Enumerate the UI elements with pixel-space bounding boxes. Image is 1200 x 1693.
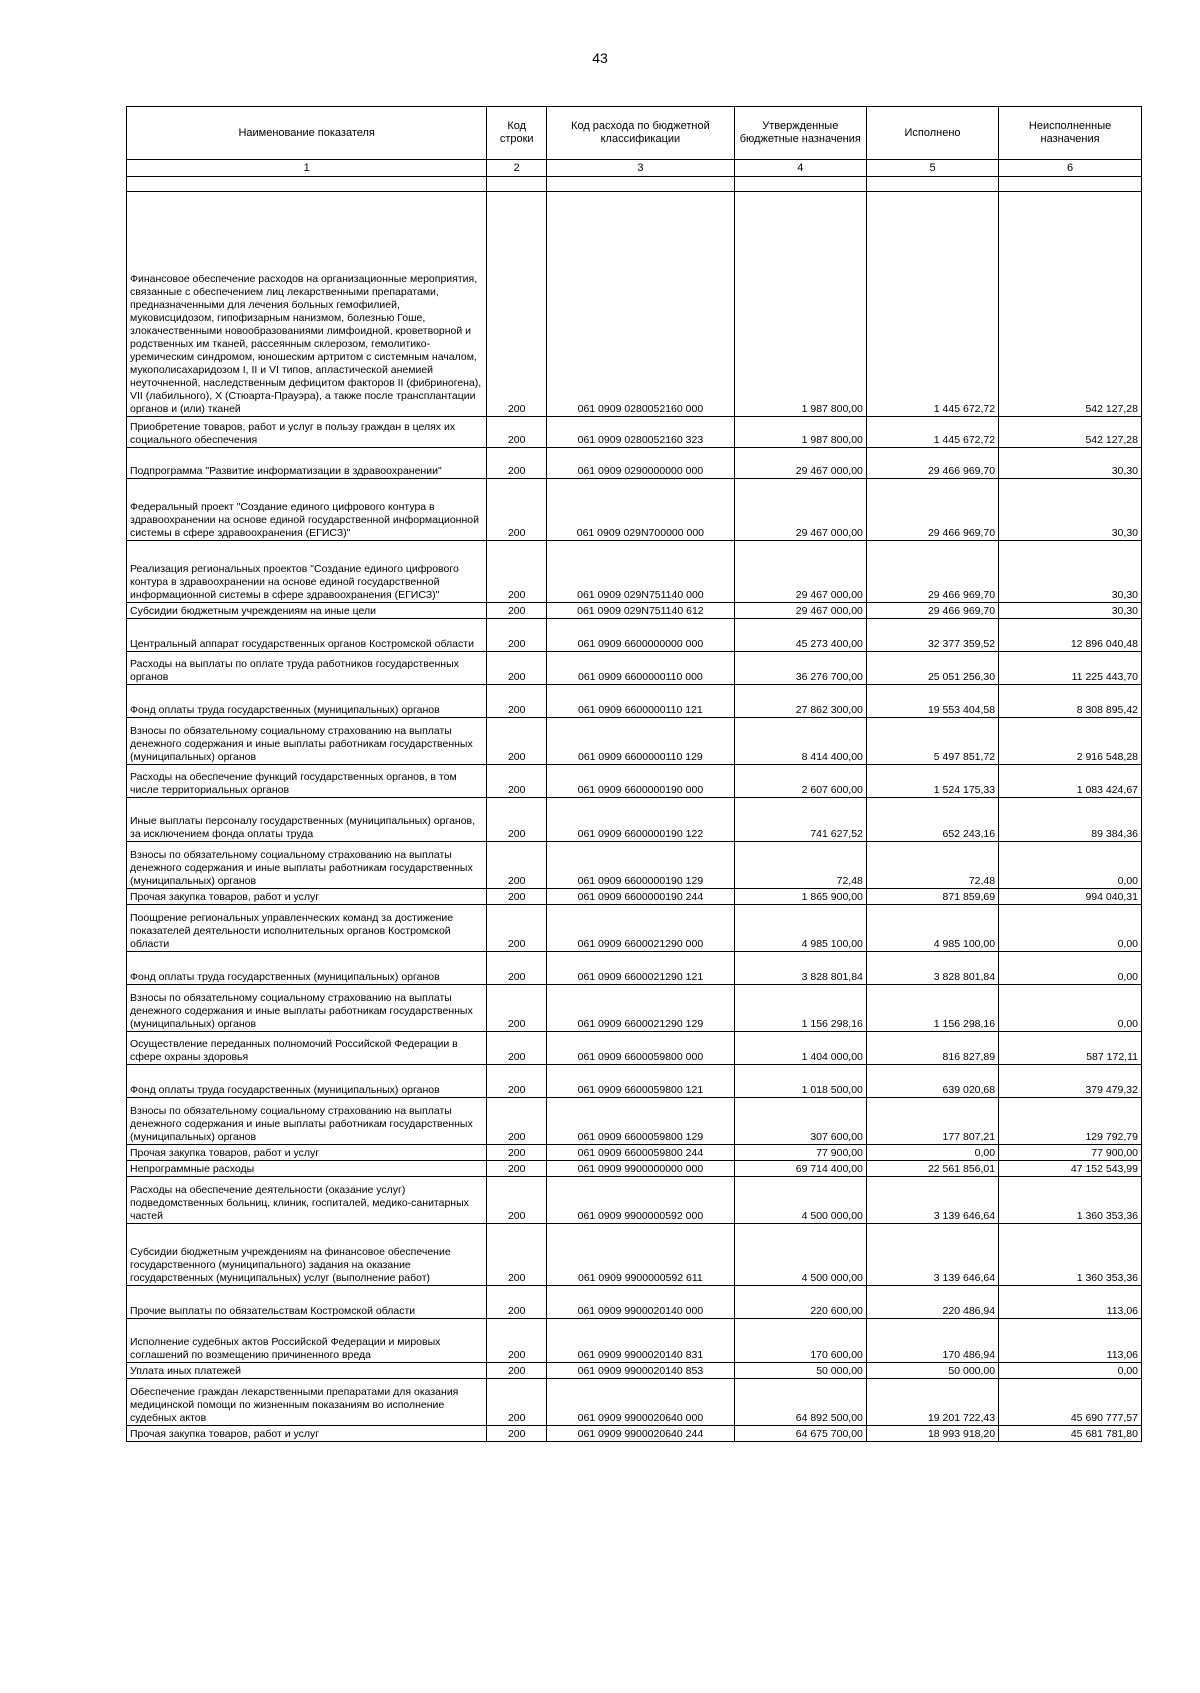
row-code: 200 bbox=[487, 1379, 547, 1426]
row-executed-amount: 29 466 969,70 bbox=[866, 448, 998, 479]
row-executed-amount: 0,00 bbox=[866, 1145, 998, 1161]
row-executed-amount: 1 524 175,33 bbox=[866, 765, 998, 798]
row-executed-amount: 29 466 969,70 bbox=[866, 541, 998, 603]
row-classification-code: 061 0909 6600059800 129 bbox=[547, 1098, 735, 1145]
row-indicator-name: Взносы по обязательному социальному страхованию на выплаты денежного содержания и иные выплаты работникам государственных (муниципальных) органов bbox=[127, 985, 487, 1032]
row-executed-amount: 3 139 646,64 bbox=[866, 1224, 998, 1286]
row-indicator-name: Прочая закупка товаров, работ и услуг bbox=[127, 1426, 487, 1442]
row-unexecuted-amount: 542 127,28 bbox=[999, 192, 1142, 417]
column-number-row bbox=[127, 160, 1142, 177]
row-approved-amount: 4 985 100,00 bbox=[734, 905, 866, 952]
row-approved-amount: 29 467 000,00 bbox=[734, 448, 866, 479]
row-executed-amount: 4 985 100,00 bbox=[866, 905, 998, 952]
row-unexecuted-amount: 2 916 548,28 bbox=[999, 718, 1142, 765]
row-indicator-name: Расходы на обеспечение деятельности (оказание услуг) подведомственных больниц, клиник, госпиталей, медико-санитарных частей bbox=[127, 1177, 487, 1224]
row-classification-code: 061 0909 6600059800 000 bbox=[547, 1032, 735, 1065]
row-executed-amount: 1 445 672,72 bbox=[866, 417, 998, 448]
row-approved-amount: 4 500 000,00 bbox=[734, 1177, 866, 1224]
row-approved-amount: 64 892 500,00 bbox=[734, 1379, 866, 1426]
table-row bbox=[127, 842, 1142, 889]
column-number: 5 bbox=[866, 160, 998, 177]
row-approved-amount: 45 273 400,00 bbox=[734, 619, 866, 652]
table-body bbox=[127, 177, 1142, 1442]
row-approved-amount: 29 467 000,00 bbox=[734, 603, 866, 619]
row-unexecuted-amount: 30,30 bbox=[999, 479, 1142, 541]
row-classification-code: 061 0909 6600021290 129 bbox=[547, 985, 735, 1032]
table-row bbox=[127, 479, 1142, 541]
spacer-row bbox=[127, 177, 1142, 192]
row-classification-code: 061 0909 6600000110 121 bbox=[547, 685, 735, 718]
row-code: 200 bbox=[487, 603, 547, 619]
row-executed-amount: 177 807,21 bbox=[866, 1098, 998, 1145]
table-row bbox=[127, 1098, 1142, 1145]
row-classification-code: 061 0909 9900020140 853 bbox=[547, 1363, 735, 1379]
row-approved-amount: 741 627,52 bbox=[734, 798, 866, 842]
row-approved-amount: 69 714 400,00 bbox=[734, 1161, 866, 1177]
row-executed-amount: 3 139 646,64 bbox=[866, 1177, 998, 1224]
row-indicator-name: Обеспечение граждан лекарственными препаратами для оказания медицинской помощи по жизненным показаниям во исполнение судебных актов bbox=[127, 1379, 487, 1426]
page-number: 43 bbox=[592, 50, 608, 66]
row-classification-code: 061 0909 029N700000 000 bbox=[547, 479, 735, 541]
row-indicator-name: Прочие выплаты по обязательствам Костромской области bbox=[127, 1286, 487, 1319]
row-code: 200 bbox=[487, 1177, 547, 1224]
row-code: 200 bbox=[487, 1426, 547, 1442]
table-row bbox=[127, 718, 1142, 765]
row-indicator-name: Поощрение региональных управленческих команд за достижение показателей деятельности исполнительных органов Костромской области bbox=[127, 905, 487, 952]
row-unexecuted-amount: 1 083 424,67 bbox=[999, 765, 1142, 798]
row-approved-amount: 220 600,00 bbox=[734, 1286, 866, 1319]
row-executed-amount: 22 561 856,01 bbox=[866, 1161, 998, 1177]
row-classification-code: 061 0909 6600000190 122 bbox=[547, 798, 735, 842]
row-code: 200 bbox=[487, 448, 547, 479]
row-executed-amount: 72,48 bbox=[866, 842, 998, 889]
column-number: 4 bbox=[734, 160, 866, 177]
row-unexecuted-amount: 0,00 bbox=[999, 905, 1142, 952]
table-row bbox=[127, 985, 1142, 1032]
row-unexecuted-amount: 587 172,11 bbox=[999, 1032, 1142, 1065]
row-code: 200 bbox=[487, 1161, 547, 1177]
row-executed-amount: 871 859,69 bbox=[866, 889, 998, 905]
row-indicator-name: Фонд оплаты труда государственных (муниципальных) органов bbox=[127, 952, 487, 985]
row-indicator-name: Непрограммные расходы bbox=[127, 1161, 487, 1177]
row-unexecuted-amount: 0,00 bbox=[999, 1363, 1142, 1379]
row-unexecuted-amount: 45 690 777,57 bbox=[999, 1379, 1142, 1426]
row-approved-amount: 1 404 000,00 bbox=[734, 1032, 866, 1065]
row-executed-amount: 1 156 298,16 bbox=[866, 985, 998, 1032]
row-executed-amount: 32 377 359,52 bbox=[866, 619, 998, 652]
row-unexecuted-amount: 379 479,32 bbox=[999, 1065, 1142, 1098]
row-classification-code: 061 0909 0280052160 323 bbox=[547, 417, 735, 448]
row-indicator-name: Федеральный проект "Создание единого цифрового контура в здравоохранении на основе единой государственной информационной системы в сфере здравоохранения (ЕГИСЗ)" bbox=[127, 479, 487, 541]
table-row bbox=[127, 889, 1142, 905]
row-indicator-name: Прочая закупка товаров, работ и услуг bbox=[127, 1145, 487, 1161]
row-unexecuted-amount: 30,30 bbox=[999, 603, 1142, 619]
budget-execution-table bbox=[126, 106, 1142, 1442]
header-row-code: Код строки bbox=[487, 107, 547, 160]
row-code: 200 bbox=[487, 798, 547, 842]
row-code: 200 bbox=[487, 842, 547, 889]
row-executed-amount: 19 553 404,58 bbox=[866, 685, 998, 718]
table-row bbox=[127, 765, 1142, 798]
row-classification-code: 061 0909 9900000000 000 bbox=[547, 1161, 735, 1177]
row-indicator-name: Расходы на выплаты по оплате труда работников государственных органов bbox=[127, 652, 487, 685]
row-approved-amount: 29 467 000,00 bbox=[734, 479, 866, 541]
header-approved: Утвержденные бюджетные назначения bbox=[734, 107, 866, 160]
table-row bbox=[127, 685, 1142, 718]
row-unexecuted-amount: 542 127,28 bbox=[999, 417, 1142, 448]
table-row bbox=[127, 603, 1142, 619]
row-code: 200 bbox=[487, 1319, 547, 1363]
row-classification-code: 061 0909 9900020140 000 bbox=[547, 1286, 735, 1319]
row-code: 200 bbox=[487, 718, 547, 765]
row-unexecuted-amount: 0,00 bbox=[999, 842, 1142, 889]
row-code: 200 bbox=[487, 1145, 547, 1161]
row-unexecuted-amount: 30,30 bbox=[999, 541, 1142, 603]
row-executed-amount: 29 466 969,70 bbox=[866, 479, 998, 541]
row-code: 200 bbox=[487, 889, 547, 905]
row-unexecuted-amount: 30,30 bbox=[999, 448, 1142, 479]
row-indicator-name: Финансовое обеспечение расходов на организационные мероприятия, связанные с обеспечением лиц лекарственными препаратами, предназначенными для лечения больных гемофилией, муковисцидозом, гипофизарным нанизмом, болезнью Гоше, злокачественными новообразованиями лимфоидной, кроветворной и родственных им тканей, рассеянным склерозом, гемолитико-уремическим синдромом, юношеским артритом с системным началом, мукополисахаридозом I, II и VI типов, апластической анемией неуточненной, наследственным дефицитом факторов II (фибриногена), VII (лабильного), X (Стюарта-Прауэра), а также после трансплантации органов и (или) тканей bbox=[127, 192, 487, 417]
row-indicator-name: Осуществление переданных полномочий Российской Федерации в сфере охраны здоровья bbox=[127, 1032, 487, 1065]
table-row bbox=[127, 192, 1142, 417]
row-approved-amount: 3 828 801,84 bbox=[734, 952, 866, 985]
row-code: 200 bbox=[487, 952, 547, 985]
row-code: 200 bbox=[487, 417, 547, 448]
row-classification-code: 061 0909 9900000592 000 bbox=[547, 1177, 735, 1224]
row-approved-amount: 1 987 800,00 bbox=[734, 417, 866, 448]
row-code: 200 bbox=[487, 765, 547, 798]
table-row bbox=[127, 448, 1142, 479]
table-row bbox=[127, 417, 1142, 448]
row-classification-code: 061 0909 0290000000 000 bbox=[547, 448, 735, 479]
row-indicator-name: Фонд оплаты труда государственных (муниципальных) органов bbox=[127, 1065, 487, 1098]
row-executed-amount: 3 828 801,84 bbox=[866, 952, 998, 985]
row-executed-amount: 639 020,68 bbox=[866, 1065, 998, 1098]
row-approved-amount: 50 000,00 bbox=[734, 1363, 866, 1379]
header-executed: Исполнено bbox=[866, 107, 998, 160]
row-approved-amount: 77 900,00 bbox=[734, 1145, 866, 1161]
row-unexecuted-amount: 113,06 bbox=[999, 1286, 1142, 1319]
row-unexecuted-amount: 11 225 443,70 bbox=[999, 652, 1142, 685]
table-row bbox=[127, 1319, 1142, 1363]
row-code: 200 bbox=[487, 619, 547, 652]
row-classification-code: 061 0909 6600000190 000 bbox=[547, 765, 735, 798]
row-indicator-name: Субсидии бюджетным учреждениям на иные цели bbox=[127, 603, 487, 619]
row-classification-code: 061 0909 0280052160 000 bbox=[547, 192, 735, 417]
row-classification-code: 061 0909 6600059800 244 bbox=[547, 1145, 735, 1161]
table-row bbox=[127, 541, 1142, 603]
row-code: 200 bbox=[487, 479, 547, 541]
row-classification-code: 061 0909 6600000000 000 bbox=[547, 619, 735, 652]
row-classification-code: 061 0909 9900000592 611 bbox=[547, 1224, 735, 1286]
row-executed-amount: 18 993 918,20 bbox=[866, 1426, 998, 1442]
row-executed-amount: 170 486,94 bbox=[866, 1319, 998, 1363]
row-indicator-name: Взносы по обязательному социальному страхованию на выплаты денежного содержания и иные выплаты работникам государственных (муниципальных) органов bbox=[127, 718, 487, 765]
row-indicator-name: Расходы на обеспечение функций государственных органов, в том числе территориальных органов bbox=[127, 765, 487, 798]
row-approved-amount: 36 276 700,00 bbox=[734, 652, 866, 685]
column-number: 2 bbox=[487, 160, 547, 177]
row-code: 200 bbox=[487, 1032, 547, 1065]
row-code: 200 bbox=[487, 1363, 547, 1379]
row-classification-code: 061 0909 9900020140 831 bbox=[547, 1319, 735, 1363]
row-executed-amount: 50 000,00 bbox=[866, 1363, 998, 1379]
table-row bbox=[127, 905, 1142, 952]
row-code: 200 bbox=[487, 1286, 547, 1319]
row-indicator-name: Исполнение судебных актов Российской Федерации и мировых соглашений по возмещению причиненного вреда bbox=[127, 1319, 487, 1363]
row-approved-amount: 307 600,00 bbox=[734, 1098, 866, 1145]
row-classification-code: 061 0909 6600000190 129 bbox=[547, 842, 735, 889]
row-unexecuted-amount: 12 896 040,48 bbox=[999, 619, 1142, 652]
row-approved-amount: 1 987 800,00 bbox=[734, 192, 866, 417]
row-indicator-name: Центральный аппарат государственных органов Костромской области bbox=[127, 619, 487, 652]
row-executed-amount: 652 243,16 bbox=[866, 798, 998, 842]
row-unexecuted-amount: 994 040,31 bbox=[999, 889, 1142, 905]
row-code: 200 bbox=[487, 905, 547, 952]
row-approved-amount: 27 862 300,00 bbox=[734, 685, 866, 718]
header-indicator-name: Наименование показателя bbox=[127, 107, 487, 160]
row-unexecuted-amount: 0,00 bbox=[999, 985, 1142, 1032]
row-unexecuted-amount: 129 792,79 bbox=[999, 1098, 1142, 1145]
row-approved-amount: 2 607 600,00 bbox=[734, 765, 866, 798]
row-executed-amount: 19 201 722,43 bbox=[866, 1379, 998, 1426]
row-approved-amount: 1 865 900,00 bbox=[734, 889, 866, 905]
row-code: 200 bbox=[487, 1224, 547, 1286]
row-unexecuted-amount: 0,00 bbox=[999, 952, 1142, 985]
table-row bbox=[127, 1379, 1142, 1426]
row-code: 200 bbox=[487, 985, 547, 1032]
row-approved-amount: 1 156 298,16 bbox=[734, 985, 866, 1032]
row-indicator-name: Субсидии бюджетным учреждениям на финансовое обеспечение государственного (муниципального) задания на оказание государственных (муниципальных) услуг (выполнение работ) bbox=[127, 1224, 487, 1286]
table-row bbox=[127, 1363, 1142, 1379]
row-executed-amount: 816 827,89 bbox=[866, 1032, 998, 1065]
row-unexecuted-amount: 1 360 353,36 bbox=[999, 1224, 1142, 1286]
row-executed-amount: 5 497 851,72 bbox=[866, 718, 998, 765]
row-indicator-name: Фонд оплаты труда государственных (муниципальных) органов bbox=[127, 685, 487, 718]
table-row bbox=[127, 1145, 1142, 1161]
row-classification-code: 061 0909 6600000110 129 bbox=[547, 718, 735, 765]
table-row bbox=[127, 1032, 1142, 1065]
header-unexecuted: Неисполненные назначения bbox=[999, 107, 1142, 160]
row-approved-amount: 170 600,00 bbox=[734, 1319, 866, 1363]
row-indicator-name: Иные выплаты персоналу государственных (муниципальных) органов, за исключением фонда оплаты труда bbox=[127, 798, 487, 842]
row-code: 200 bbox=[487, 541, 547, 603]
row-classification-code: 061 0909 029N751140 000 bbox=[547, 541, 735, 603]
row-code: 200 bbox=[487, 192, 547, 417]
row-classification-code: 061 0909 6600059800 121 bbox=[547, 1065, 735, 1098]
table-row bbox=[127, 1224, 1142, 1286]
table-row bbox=[127, 652, 1142, 685]
row-classification-code: 061 0909 029N751140 612 bbox=[547, 603, 735, 619]
row-executed-amount: 25 051 256,30 bbox=[866, 652, 998, 685]
row-unexecuted-amount: 113,06 bbox=[999, 1319, 1142, 1363]
column-number: 6 bbox=[999, 160, 1142, 177]
row-code: 200 bbox=[487, 1065, 547, 1098]
row-executed-amount: 1 445 672,72 bbox=[866, 192, 998, 417]
column-number: 3 bbox=[547, 160, 735, 177]
row-indicator-name: Взносы по обязательному социальному страхованию на выплаты денежного содержания и иные выплаты работникам государственных (муниципальных) органов bbox=[127, 842, 487, 889]
row-approved-amount: 29 467 000,00 bbox=[734, 541, 866, 603]
row-classification-code: 061 0909 9900020640 000 bbox=[547, 1379, 735, 1426]
row-approved-amount: 1 018 500,00 bbox=[734, 1065, 866, 1098]
column-number: 1 bbox=[127, 160, 487, 177]
row-code: 200 bbox=[487, 685, 547, 718]
table-row bbox=[127, 1065, 1142, 1098]
table-row bbox=[127, 952, 1142, 985]
row-executed-amount: 29 466 969,70 bbox=[866, 603, 998, 619]
row-code: 200 bbox=[487, 652, 547, 685]
row-unexecuted-amount: 47 152 543,99 bbox=[999, 1161, 1142, 1177]
row-indicator-name: Уплата иных платежей bbox=[127, 1363, 487, 1379]
row-classification-code: 061 0909 6600021290 000 bbox=[547, 905, 735, 952]
table-row bbox=[127, 1161, 1142, 1177]
row-executed-amount: 220 486,94 bbox=[866, 1286, 998, 1319]
table-row bbox=[127, 619, 1142, 652]
row-unexecuted-amount: 45 681 781,80 bbox=[999, 1426, 1142, 1442]
row-approved-amount: 8 414 400,00 bbox=[734, 718, 866, 765]
row-code: 200 bbox=[487, 1098, 547, 1145]
header-classification-code: Код расхода по бюджетной классификации bbox=[547, 107, 735, 160]
row-indicator-name: Прочая закупка товаров, работ и услуг bbox=[127, 889, 487, 905]
table-row bbox=[127, 1426, 1142, 1442]
row-unexecuted-amount: 1 360 353,36 bbox=[999, 1177, 1142, 1224]
row-approved-amount: 72,48 bbox=[734, 842, 866, 889]
table-row bbox=[127, 1177, 1142, 1224]
row-unexecuted-amount: 77 900,00 bbox=[999, 1145, 1142, 1161]
row-classification-code: 061 0909 9900020640 244 bbox=[547, 1426, 735, 1442]
row-indicator-name: Реализация региональных проектов "Создание единого цифрового контура в здравоохранении на основе единой государственной информационной системы в сфере здравоохранения (ЕГИСЗ)" bbox=[127, 541, 487, 603]
row-approved-amount: 64 675 700,00 bbox=[734, 1426, 866, 1442]
row-classification-code: 061 0909 6600000190 244 bbox=[547, 889, 735, 905]
row-indicator-name: Взносы по обязательному социальному страхованию на выплаты денежного содержания и иные выплаты работникам государственных (муниципальных) органов bbox=[127, 1098, 487, 1145]
table-row bbox=[127, 1286, 1142, 1319]
table-row bbox=[127, 798, 1142, 842]
row-indicator-name: Приобретение товаров, работ и услуг в пользу граждан в целях их социального обеспечения bbox=[127, 417, 487, 448]
row-unexecuted-amount: 8 308 895,42 bbox=[999, 685, 1142, 718]
row-classification-code: 061 0909 6600021290 121 bbox=[547, 952, 735, 985]
row-approved-amount: 4 500 000,00 bbox=[734, 1224, 866, 1286]
table-header-row bbox=[127, 107, 1142, 160]
row-indicator-name: Подпрограмма "Развитие информатизации в здравоохранении" bbox=[127, 448, 487, 479]
row-unexecuted-amount: 89 384,36 bbox=[999, 798, 1142, 842]
row-classification-code: 061 0909 6600000110 000 bbox=[547, 652, 735, 685]
